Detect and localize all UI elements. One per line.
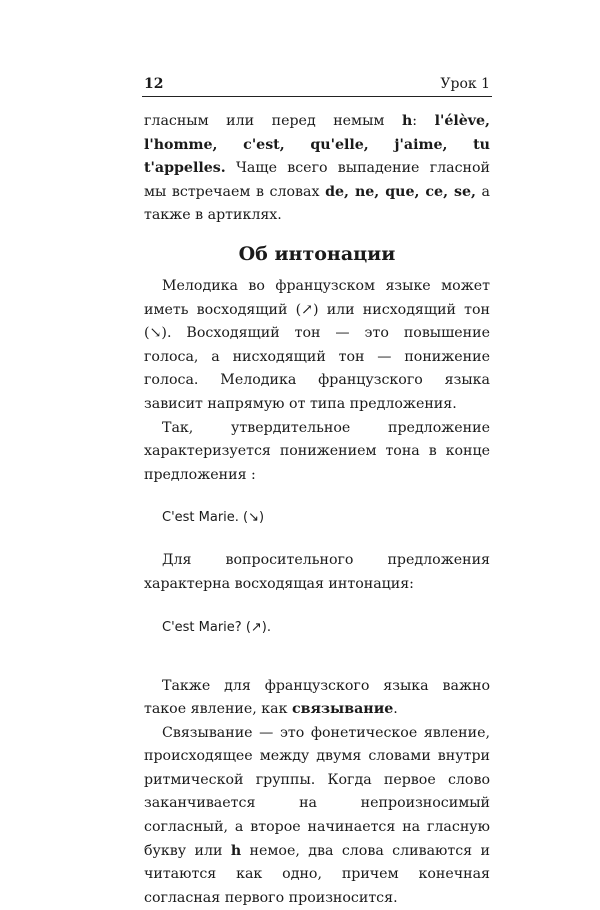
liaison-intro-text: Также для французского языка важно такое явление, как	[144, 677, 490, 718]
page-body	[144, 110, 490, 910]
liaison-intro-end: .	[393, 701, 398, 718]
intro-words: de, ne, que, ce, se,	[325, 183, 476, 200]
liaison-text-1: Связывание — это фонетическое явление, происходящее между двумя словами внутри ритмической группы. Когда первое слово заканчивается на непроизносимый согласный, а второе начинается на гласную букву или	[144, 724, 490, 859]
liaison-intro-paragraph	[144, 675, 490, 722]
page-number: 12	[144, 76, 164, 92]
melody-paragraph: Мелодика во французском языке может иметь восходящий (↗) или нисходящий тон (↘). Восходящий тон — это повышение голоса, а нисходящий тон — понижение голоса. Мелодика французского языка зависит напрямую от типа предложения.	[144, 277, 490, 412]
example-falling: C'est Marie. (↘)	[162, 510, 265, 526]
example-rising: C'est Marie? (↗).	[162, 619, 271, 635]
running-header	[144, 70, 490, 96]
intro-text-3: Чаще всего выпадение гласной мы встречаем в словах	[144, 160, 490, 200]
intro-text-4: а также в артиклях.	[144, 183, 490, 224]
declarative-paragraph: Так, утвердительное предложение характеризуется понижением тона в конце предложения :	[144, 419, 490, 483]
liaison-text-2: немое, два слова сливаются и читаются как одно, причем конечная согласная первого произносится.	[144, 842, 490, 906]
intro-h: h	[401, 113, 413, 129]
intro-paragraph	[144, 110, 490, 228]
spacer	[144, 659, 490, 675]
intro-examples: l'élève, l'homme, c'est, qu'elle, j'aime, tu t'appelles.	[144, 113, 490, 177]
intro-text-1: гласным или перед немым	[144, 113, 402, 129]
interrogative-paragraph: Для вопросительного предложения характерна восходящая интонация:	[144, 552, 490, 592]
intro-text-2: :	[412, 113, 435, 129]
header-divider	[142, 96, 492, 97]
lesson-title: Урок 1	[440, 76, 490, 92]
section-heading: Об интонации	[238, 242, 396, 265]
liaison-h: h	[230, 842, 242, 859]
liaison-term: связывание	[292, 701, 394, 718]
